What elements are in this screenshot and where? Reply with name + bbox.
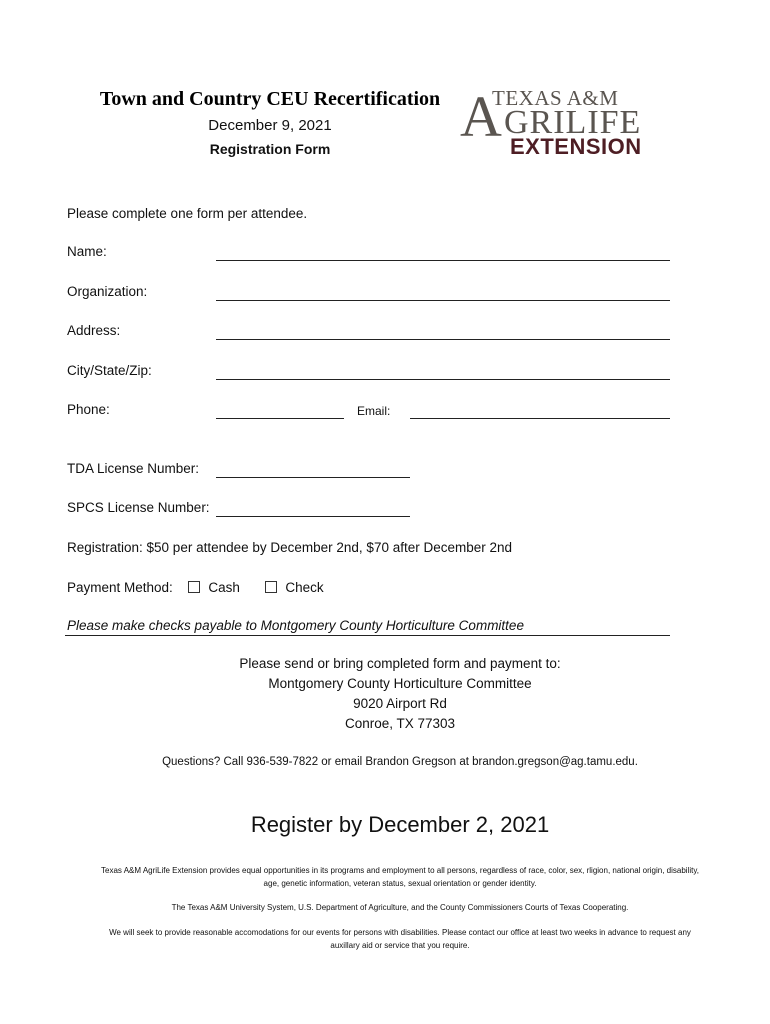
agrilife-logo: [458, 86, 668, 162]
name-field[interactable]: [216, 260, 670, 261]
address-field[interactable]: [216, 339, 670, 340]
cooperating-statement: The Texas A&M University System, U.S. Department of Agriculture, and the County Commissioners Courts of Texas Cooperating.: [171, 903, 629, 912]
questions-contact: Questions? Call 936-539-7822 or email Brandon Gregson at brandon.gregson@ag.tamu.edu.: [162, 756, 638, 768]
organization-label: Organization:: [67, 284, 148, 299]
send-city: Conroe, TX 77303: [344, 716, 456, 731]
email-field[interactable]: [410, 418, 670, 419]
equal-opportunity-line2: age, genetic information, veteran status, sexual orientation or gender identity.: [263, 879, 537, 888]
cash-label: Cash: [208, 580, 240, 595]
cash-option[interactable]: [188, 580, 240, 595]
checks-note-divider: [65, 635, 670, 636]
accommodations-line1: We will seek to provide reasonable accomodations for our events for persons with disabilities. Please contact our office at least two weeks in advance to request any: [109, 928, 691, 937]
send-street: 9020 Airport Rd: [353, 696, 447, 711]
check-option[interactable]: [265, 580, 323, 595]
phone-field[interactable]: [216, 418, 344, 419]
check-checkbox[interactable]: [265, 581, 277, 593]
register-deadline: Register by December 2, 2021: [250, 812, 550, 837]
tda-license-label: TDA License Number:: [67, 461, 200, 476]
form-subtitle: Registration Form: [209, 141, 331, 157]
email-label: Email:: [357, 404, 391, 418]
checks-payable-note: Please make checks payable to Montgomery County Horticulture Committee: [67, 618, 524, 633]
form-instructions: Please complete one form per attendee.: [67, 206, 308, 221]
cash-checkbox[interactable]: [188, 581, 200, 593]
equal-opportunity-line1: Texas A&M AgriLife Extension provides equal opportunities in its programs and employment to all persons, regardless of race, color, sex, rligion, national origin, disability,: [101, 866, 699, 875]
spcs-license-label: SPCS License Number:: [67, 500, 210, 515]
send-instructions: Please send or bring completed form and payment to:: [239, 656, 561, 671]
page-title: Town and Country CEU Recertification: [99, 88, 441, 110]
event-date: December 9, 2021: [208, 117, 332, 134]
organization-field[interactable]: [216, 300, 670, 301]
logo-line-agrilife: GRILIFE: [504, 104, 642, 141]
tda-license-field[interactable]: [216, 477, 410, 478]
payment-method-label: Payment Method:: [67, 580, 173, 595]
registration-fee-text: Registration: $50 per attendee by December 2nd, $70 after December 2nd: [67, 540, 513, 555]
name-label: Name:: [67, 244, 107, 259]
spcs-license-field[interactable]: [216, 516, 410, 517]
phone-label: Phone:: [67, 402, 110, 417]
send-organization: Montgomery County Horticulture Committee: [268, 676, 532, 691]
address-label: Address:: [67, 323, 121, 338]
accommodations-line2: auxillary aid or service that you require.: [330, 941, 470, 950]
logo-big-a: A: [460, 84, 502, 149]
payment-method-row: [67, 580, 324, 595]
logo-line-extension: EXTENSION: [510, 134, 642, 159]
logo-line-texas-am: TEXAS A&M: [492, 86, 619, 110]
check-label: Check: [285, 580, 324, 595]
city-state-zip-field[interactable]: [216, 379, 670, 380]
city-state-zip-label: City/State/Zip:: [67, 363, 152, 378]
